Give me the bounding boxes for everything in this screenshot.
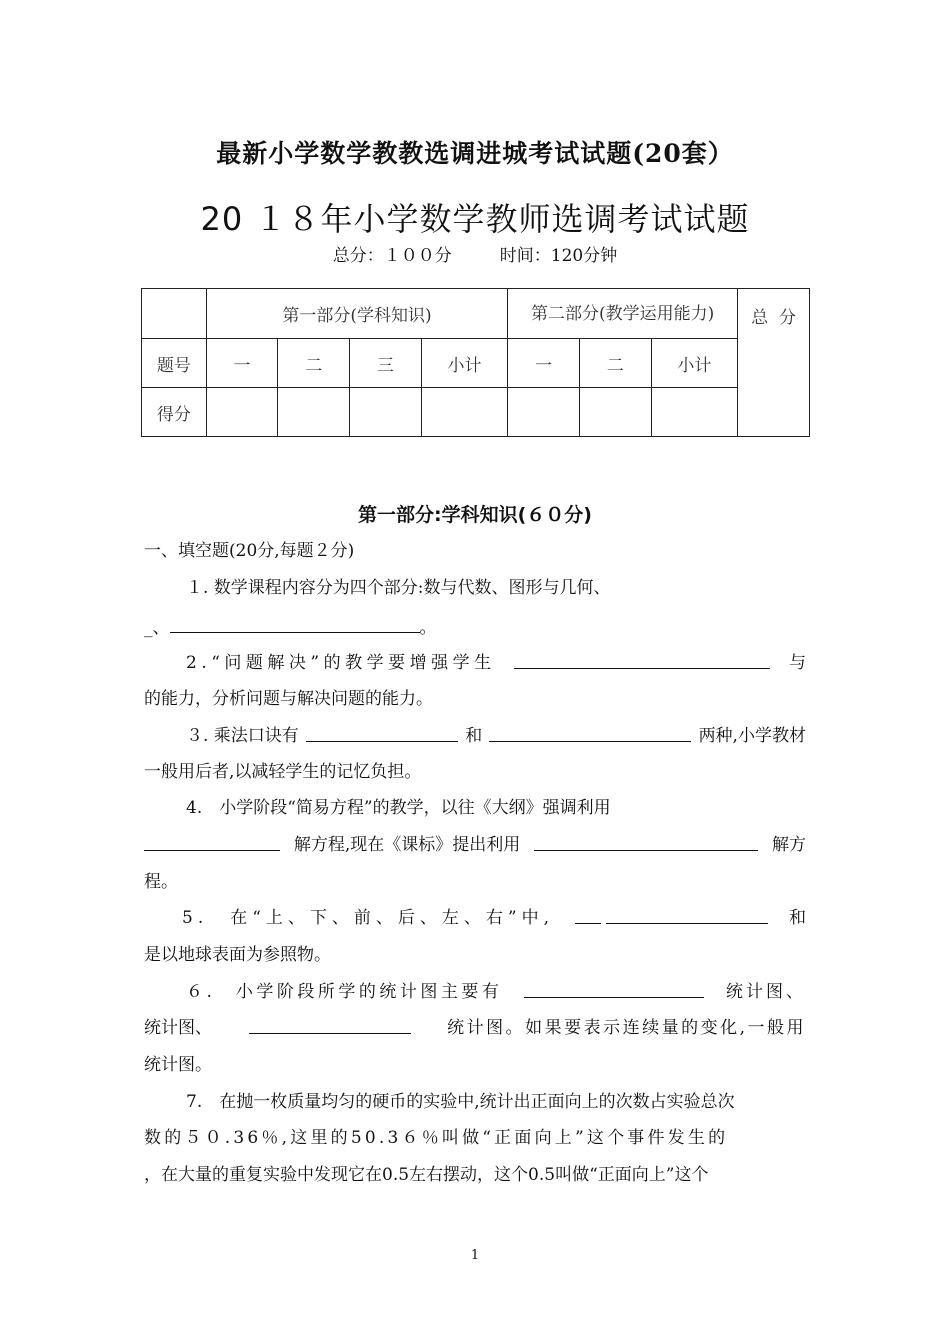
score-table (141, 288, 810, 437)
section-heading: 第一部分:学科知识(６０分) (358, 504, 592, 526)
q7-line-a: 7. 在抛一枚质量均匀的硬币的实验中,统计出正面向上的次数占实验总次 (186, 1092, 735, 1112)
q6-blank-1[interactable] (524, 979, 704, 998)
q2-blank[interactable] (514, 650, 770, 669)
col-label: 小计 (421, 339, 508, 388)
q5-blank-2[interactable] (606, 905, 768, 924)
q3-line-a (186, 723, 806, 749)
q5-line-b: 是以地球表面为参照物。 (144, 945, 331, 965)
q4-end: 解方 (771, 835, 806, 855)
score-cell[interactable] (651, 388, 738, 437)
exam-meta (0, 241, 950, 266)
q3-blank-1[interactable] (306, 723, 458, 742)
question-group-heading: 一、填空题(20分,每题２分) (144, 541, 355, 561)
q4-line-c: 程。 (144, 872, 178, 892)
col-label: 三 (350, 339, 422, 388)
q1-line-b (144, 614, 806, 640)
q4-line-a: 4. 小学阶段“简易方程”的教学，以往《大纲》强调利用 (186, 798, 611, 818)
q6-blank-2[interactable] (249, 1015, 411, 1034)
q2-line-a (186, 650, 806, 676)
score-cell[interactable] (206, 388, 278, 437)
row-score-label: 得分 (142, 388, 207, 437)
page-number: 1 (470, 1248, 480, 1263)
score-cell[interactable] (508, 388, 580, 437)
q1-blank[interactable] (170, 614, 420, 633)
q6-line-c: 统计图。 (144, 1055, 212, 1075)
q1-end: 。 (419, 618, 437, 638)
col-label: 一 (206, 339, 278, 388)
q7-line-c: ，在大量的重复实验中发现它在0.5左右摆动，这个0.5叫做“正面向上”这个 (144, 1165, 709, 1185)
exam-title: 20 １８年小学数学教师选调考试试题 (200, 200, 750, 238)
table-row (142, 339, 810, 388)
q5-blank-1[interactable] (575, 905, 601, 924)
total-header (738, 289, 810, 437)
q6-prefix: ６. 小学阶段所学的统计图主要有 (186, 982, 503, 1002)
col-label: 小计 (651, 339, 738, 388)
q5-line-a (182, 905, 806, 931)
row-number-label: 题号 (142, 339, 207, 388)
q2-prefix: 2.“问题解决”的教学要增强学生 (186, 653, 496, 673)
table-row (142, 388, 810, 437)
q6-line-a (186, 979, 806, 1005)
q1-line-a: １. 数学课程内容分为四个部分:数与代数、图形与几何、 (186, 578, 611, 598)
score-cell[interactable] (350, 388, 422, 437)
q3-end: 两种,小学教材 (698, 726, 806, 746)
q4-line-b (144, 832, 806, 858)
q4-blank-2[interactable] (534, 832, 758, 851)
col-label: 一 (508, 339, 580, 388)
q5-end: 和 (788, 908, 806, 928)
total-header-label: 总 分 (751, 308, 796, 328)
q3-prefix: ３. 乘法口诀有 (186, 726, 299, 746)
document-title: 最新小学数学教教选调进城考试试题(20套） (216, 139, 734, 168)
part1-header: 第一部分(学科知识) (206, 289, 508, 339)
total-score-label: 总分：１００分 (332, 246, 452, 266)
score-cell[interactable] (579, 388, 651, 437)
table-header-row (142, 289, 810, 339)
q2-line-b: 的能力，分析问题与解决问题的能力。 (144, 689, 433, 709)
time-limit-label: 时间：120分钟 (499, 246, 618, 266)
q2-end: 与 (788, 653, 806, 673)
q3-blank-2[interactable] (489, 723, 691, 742)
q6-mid-end: 统计图。如果要表示连续量的变化,一般用 (447, 1018, 806, 1038)
q6-line-b (144, 1015, 806, 1041)
score-cell[interactable] (421, 388, 508, 437)
q5-prefix: 5. 在“上、下、前、后、左、右”中, (182, 908, 555, 928)
q3-line-b: 一般用后者,以减轻学生的记忆负担。 (144, 762, 422, 782)
col-label: 二 (579, 339, 651, 388)
q6-mid-prefix: 统计图、 (144, 1018, 212, 1038)
q6-end: 统计图、 (726, 982, 806, 1002)
q1-prefix: _、 (144, 618, 170, 638)
q3-mid: 和 (465, 726, 483, 746)
q4-mid: 解方程,现在《课标》提出利用 (293, 835, 521, 855)
col-label: 二 (278, 339, 350, 388)
corner-cell (142, 289, 207, 339)
part2-header: 第二部分(教学运用能力) (508, 289, 738, 339)
q4-blank-1[interactable] (144, 832, 280, 851)
q7-line-b: 数的５０.36％,这里的50.3６％叫做“正面向上”这个事件发生的 (144, 1128, 729, 1148)
score-cell[interactable] (278, 388, 350, 437)
